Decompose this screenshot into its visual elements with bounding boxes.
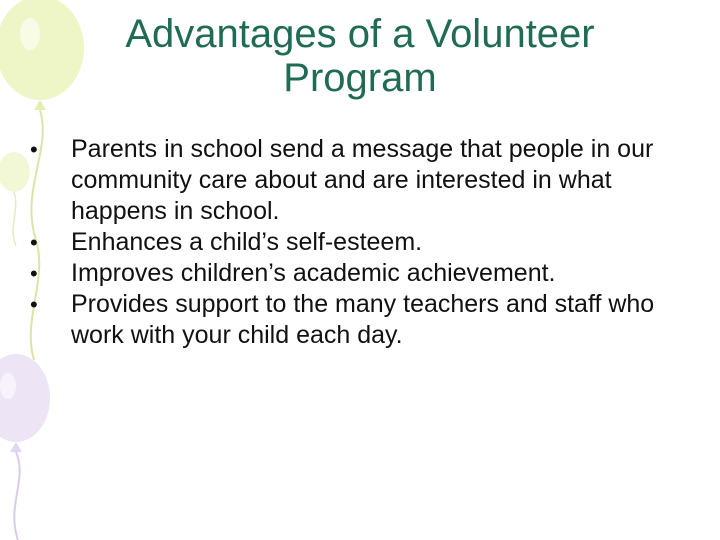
bullet-point-icon: • bbox=[30, 230, 38, 255]
bullet-text: Provides support to the many teachers and staff who work with your child each day. bbox=[71, 290, 655, 349]
bullet-point-icon: • bbox=[30, 292, 38, 317]
bullet-list bbox=[28, 134, 688, 351]
small-green-balloon-icon bbox=[0, 152, 30, 246]
slide-title-line-1: Advantages of a Volunteer bbox=[125, 12, 595, 56]
slide-title bbox=[40, 12, 680, 100]
bullet-point-icon: • bbox=[30, 261, 38, 286]
bullet-text: Improves children’s academic achievement. bbox=[71, 259, 556, 287]
bullet-item bbox=[28, 134, 688, 227]
bullet-item bbox=[28, 258, 688, 289]
bullet-item bbox=[28, 227, 688, 258]
purple-balloon-icon bbox=[0, 354, 50, 540]
bullet-item bbox=[28, 289, 688, 351]
bullet-text: Parents in school send a message that people in our community care about and are interested in what happens in school. bbox=[71, 135, 654, 225]
bullet-point-icon: • bbox=[30, 137, 38, 162]
bullet-text: Enhances a child’s self-esteem. bbox=[71, 228, 423, 256]
slide-title-line-2: Program bbox=[283, 56, 437, 100]
